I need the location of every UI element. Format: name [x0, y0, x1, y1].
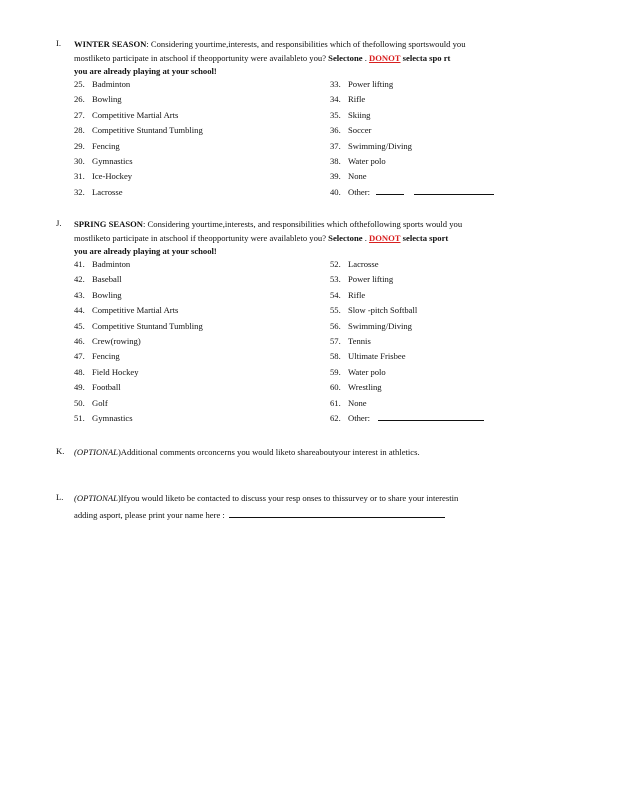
other-text-field[interactable]: [378, 411, 484, 421]
list-item[interactable]: 25. Badminton: [74, 79, 131, 89]
section-letter: J.: [56, 218, 62, 228]
list-item[interactable]: 53. Power lifting: [330, 274, 394, 285]
list-item-other: 62. Other:: [330, 411, 484, 426]
winter-section: [56, 38, 568, 198]
list-item[interactable]: 42. Baseball: [74, 274, 122, 285]
list-item[interactable]: 52. Lacrosse: [330, 259, 379, 269]
winter-select-a: selecta spo rt: [402, 52, 451, 63]
list-item[interactable]: 55. Slow -pitch Softball: [330, 305, 418, 316]
list-item[interactable]: 43. Bowling: [74, 289, 122, 300]
list-item[interactable]: 33. Power lifting: [330, 79, 394, 89]
list-item[interactable]: 51. Gymnastics: [74, 413, 133, 423]
contact-text-line1: (OPTIONAL)Ifyou would liketo be contacted to discuss your resp onses to thissurvey or to share your interestin: [74, 493, 459, 503]
list-item[interactable]: 59. Water polo: [330, 366, 386, 377]
spring-intro-line2: mostliketo participate in atschool if theopportunity were availableto you?: [74, 232, 327, 243]
list-item[interactable]: 28. Competitive Stuntand Tumbling: [74, 125, 203, 136]
section-letter: L.: [56, 492, 64, 502]
list-item[interactable]: 58. Ultimate Frisbee: [330, 351, 406, 362]
list-item[interactable]: 37. Swimming/Diving: [330, 140, 412, 151]
spring-intro-line3: you are already playing at your school!: [74, 246, 217, 256]
comments-section: [56, 446, 568, 462]
list-item[interactable]: 54. Rifle: [330, 289, 366, 300]
list-item[interactable]: 39. None: [330, 171, 367, 182]
name-field[interactable]: [229, 508, 445, 518]
list-item[interactable]: 32. Lacrosse: [74, 186, 123, 197]
list-item[interactable]: 29. Fencing: [74, 140, 120, 151]
winter-intro-line2: mostliketo participate in atschool if theopportunity were availableto you?: [74, 52, 327, 63]
list-item[interactable]: 35. Skiing: [330, 109, 371, 120]
list-item[interactable]: 38. Water polo: [330, 156, 386, 166]
contact-section: [56, 492, 568, 524]
contact-text-line2: adding asport, please print your name here :: [74, 508, 568, 523]
spring-title: SPRING SEASON: [74, 219, 144, 229]
list-item[interactable]: 34. Rifle: [330, 94, 366, 105]
list-item[interactable]: 45. Competitive Stuntand Tumbling: [74, 320, 203, 331]
spring-select-a: selecta sport: [402, 232, 449, 243]
section-letter: I.: [56, 38, 62, 48]
spring-intro: SPRING SEASON: Considering yourtime,interests, and responsibilities which ofthefollowing sports would you mostliketo participate in atschool if theopportunity were availableto you? Selectone . DONOT selecta sport you are already playing at your school!: [74, 219, 463, 256]
comments-text: (OPTIONAL)Additional comments orconcerns you would liketo shareaboutyour interest in athletics.: [74, 447, 420, 457]
list-item[interactable]: 27. Competitive Martial Arts: [74, 109, 179, 120]
winter-title: WINTER SEASON: [74, 39, 147, 49]
list-item[interactable]: 36. Soccer: [330, 125, 372, 136]
other-short-blank[interactable]: [376, 185, 404, 195]
spring-select-one: Selectone: [328, 232, 363, 243]
list-item[interactable]: 44. Competitive Martial Arts: [74, 305, 179, 316]
winter-do-not: DONOT: [369, 52, 401, 63]
list-item[interactable]: 61. None: [330, 397, 367, 408]
list-item[interactable]: 41. Badminton: [74, 259, 131, 269]
winter-intro-line1: : Considering yourtime,interests, and responsibilities which of thefollowing sportswould you: [146, 39, 466, 49]
list-item[interactable]: 57. Tennis: [330, 336, 371, 346]
list-item[interactable]: 31. Ice-Hockey: [74, 171, 133, 182]
list-item[interactable]: 47. Fencing: [74, 351, 120, 362]
list-item[interactable]: 49. Football: [74, 382, 121, 393]
list-item-other: 40. Other:: [330, 185, 494, 200]
section-letter: K.: [56, 446, 65, 456]
list-item[interactable]: 48. Field Hockey: [74, 366, 139, 377]
other-text-field[interactable]: [414, 185, 494, 195]
list-item[interactable]: 26. Bowling: [74, 94, 122, 105]
spring-intro-line1: : Considering yourtime,interests, and responsibilities which ofthefollowing sports would you: [143, 219, 463, 229]
list-item[interactable]: 60. Wrestling: [330, 382, 382, 393]
list-item[interactable]: 30. Gymnastics: [74, 156, 133, 166]
spring-section: [56, 218, 568, 428]
list-item[interactable]: 56. Swimming/Diving: [330, 320, 412, 331]
list-item[interactable]: 50. Golf: [74, 397, 108, 408]
list-item[interactable]: 46. Crew(rowing): [74, 336, 141, 346]
spring-do-not: DONOT: [369, 232, 401, 243]
winter-intro: WINTER SEASON: Considering yourtime,interests, and responsibilities which of thefollowing sportswould you mostliketo participate in atschool if theopportunity were availableto you? Selectone . DONOT selecta spo rt you are already playing at your school!: [74, 39, 466, 76]
winter-select-one: Selectone: [328, 52, 363, 63]
winter-intro-line3: you are already playing at your school!: [74, 66, 217, 76]
